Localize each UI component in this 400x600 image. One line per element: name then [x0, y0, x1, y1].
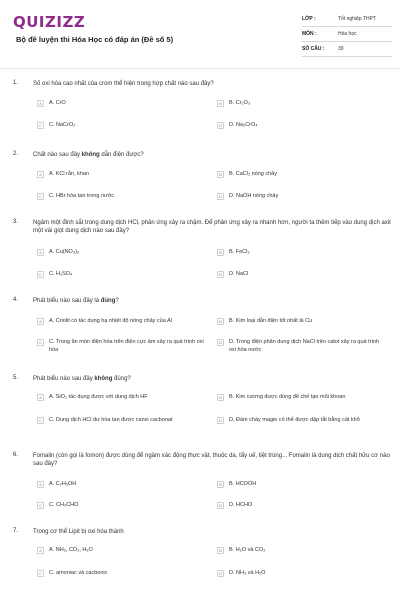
worksheet-meta — [302, 12, 392, 57]
question-text — [33, 375, 391, 383]
meta-value: 39 — [338, 46, 344, 52]
option-letter-box[interactable]: C — [37, 193, 44, 200]
answer-option-b[interactable] — [217, 318, 387, 326]
option-text: A. C₂H₅OH — [49, 481, 77, 487]
answer-option-d[interactable] — [217, 193, 387, 201]
answer-option-a[interactable] — [37, 481, 207, 489]
option-text: C. amoniac và cacbonic — [49, 570, 108, 576]
answer-option-c[interactable] — [37, 193, 207, 201]
question-text-part: Trong cơ thể Lipit bị oxi hóa thành — [33, 529, 124, 535]
option-text: D. Đám cháy magie có thể được dập tắt bằng cát khô — [229, 417, 360, 423]
meta-value: Hóa học — [338, 31, 357, 37]
answer-option-b[interactable] — [217, 547, 387, 555]
question-text-part: Fomalin (còn gọi là fomon) được dùng để ngâm xác động thực vật, thuộc da, tẩy uế, tiệt trùng... Fomalin là dung dịch chất hữu cơ nào sau đây? — [33, 453, 390, 467]
question-number: 4. — [13, 297, 19, 303]
meta-row-class — [302, 12, 392, 27]
meta-label: MÔN : — [302, 31, 317, 37]
answer-option-b[interactable] — [217, 481, 387, 489]
question-text — [33, 528, 391, 536]
answer-option-c[interactable] — [37, 271, 207, 279]
option-letter-box[interactable]: A — [37, 547, 44, 554]
question-text-part: dẫn điện được? — [99, 152, 144, 158]
question-text — [33, 80, 391, 88]
question-text — [33, 151, 391, 159]
option-text: B. FeCl₃ — [229, 249, 250, 255]
meta-label: SỐ CÂU : — [302, 46, 325, 52]
question-emphasis: đúng — [100, 298, 116, 304]
option-letter-box[interactable]: B — [217, 171, 224, 178]
meta-label: LỚP : — [302, 16, 316, 22]
answer-option-c[interactable] — [37, 502, 207, 510]
answer-option-a[interactable] — [37, 249, 207, 257]
option-text: B. CaCl₂ nóng chảy — [229, 171, 277, 177]
option-letter-box[interactable]: B — [217, 481, 224, 488]
worksheet-header — [0, 0, 400, 68]
option-letter-box[interactable]: A — [37, 171, 44, 178]
header-divider — [0, 68, 400, 69]
option-letter-box[interactable]: C — [37, 502, 44, 509]
option-text: B. Kim cương được dùng để chế tạo mũi khoan — [229, 394, 346, 400]
option-text: C. H₂SO₄ — [49, 271, 73, 277]
meta-row-subject — [302, 27, 392, 42]
option-letter-box[interactable]: D — [217, 122, 224, 129]
option-text: D. NH₃ và H₂O — [229, 570, 266, 576]
option-letter-box[interactable]: A — [37, 100, 44, 107]
question-text-part: Số oxi hóa cao nhất của crom thể hiện trong hợp chất nào sau đây? — [33, 81, 214, 87]
option-letter-box[interactable]: B — [217, 547, 224, 554]
option-letter-box[interactable]: D — [217, 417, 224, 424]
option-text: D. Trong điện phân dung dịch NaCl trên catot xảy ra quá trình oxi hóa nước — [229, 339, 380, 353]
answer-option-b[interactable] — [217, 249, 387, 257]
option-text: A. KCl rắn, khan — [49, 171, 90, 177]
option-letter-box[interactable]: C — [37, 570, 44, 577]
question-text — [33, 219, 391, 235]
question-text-part: Chất nào sau đây — [33, 152, 82, 158]
option-text: A. Cu(NO₃)₂ — [49, 249, 80, 255]
question-emphasis: không — [94, 376, 113, 382]
option-text: A. SiO₂ tác dụng được với dung dịch HF — [49, 394, 148, 400]
option-text: C. NaCrO₂ — [49, 122, 76, 128]
answer-option-d[interactable] — [217, 271, 387, 279]
answer-option-b[interactable] — [217, 171, 387, 179]
question-number: 2. — [13, 151, 19, 157]
answer-option-d[interactable] — [217, 122, 387, 130]
answer-option-b[interactable] — [217, 394, 387, 402]
answer-option-a[interactable] — [37, 318, 207, 326]
option-letter-box[interactable]: D — [217, 193, 224, 200]
question-emphasis: không — [81, 152, 100, 158]
question-text-part: Phát biểu nào sau đây là — [33, 298, 101, 304]
option-text: D. NaCl — [229, 271, 249, 277]
option-letter-box[interactable]: B — [217, 249, 224, 256]
option-letter-box[interactable]: A — [37, 318, 44, 325]
answer-option-c[interactable] — [37, 339, 207, 354]
question-text — [33, 452, 391, 468]
option-letter-box[interactable]: C — [37, 271, 44, 278]
answer-option-b[interactable] — [217, 100, 387, 108]
option-letter-box[interactable]: A — [37, 249, 44, 256]
answer-option-a[interactable] — [37, 100, 207, 108]
option-letter-box[interactable]: D — [217, 502, 224, 509]
option-text: D. Na₂CrO₄ — [229, 122, 258, 128]
option-letter-box[interactable]: B — [217, 318, 224, 325]
question-text-part: Phát biểu nào sau đây — [33, 376, 95, 382]
option-text: B. H₂O và CO₂ — [229, 547, 266, 553]
option-text: D. HCHO — [229, 502, 253, 508]
question-number: 5. — [13, 375, 19, 381]
quizizz-logo: QUIZIZZ — [13, 13, 86, 31]
answer-option-d[interactable] — [217, 570, 387, 578]
question-text-part: ? — [115, 298, 119, 304]
option-letter-box[interactable]: B — [217, 394, 224, 401]
answer-option-a[interactable] — [37, 547, 207, 555]
answer-option-c[interactable] — [37, 417, 207, 425]
answer-option-d[interactable] — [217, 339, 387, 354]
option-text: B. Kim loại dẫn điện tốt nhất là Cu — [229, 318, 313, 324]
question-number: 6. — [13, 452, 19, 458]
option-text: A. Criolit có tác dụng hạ nhiệt độ nóng chảy của Al — [49, 318, 172, 324]
question-number: 7. — [13, 528, 19, 534]
option-letter-box[interactable]: C — [37, 339, 44, 346]
question-text-part: Ngâm một đinh sắt trong dung dịch HCl, phản ứng xảy ra chậm. Để phản ứng xảy ra nhanh hơn, người ta thêm tiếp vào dung dịch axit một vài giọt dung dịch nào sau đây? — [33, 220, 391, 234]
option-text: D. NaOH nóng chảy — [229, 193, 279, 199]
question-number: 3. — [13, 219, 19, 225]
option-letter-box[interactable]: A — [37, 394, 44, 401]
page-title: Bộ đề luyện thi Hóa Học có đáp án (Đề số 5) — [16, 35, 174, 44]
option-letter-box[interactable]: B — [217, 100, 224, 107]
question-text — [33, 297, 391, 305]
answer-option-a[interactable] — [37, 394, 207, 402]
answer-option-c[interactable] — [37, 122, 207, 130]
answer-option-d[interactable] — [217, 502, 387, 510]
option-letter-box[interactable]: C — [37, 122, 44, 129]
meta-row-count — [302, 42, 392, 57]
option-text: B. HCOOH — [229, 481, 257, 487]
option-text: C. Trong ăn mòn điện hóa trên điện cực âm xảy ra quá trình oxi hóa — [49, 339, 204, 353]
option-text: A. NH₃, CO₂, H₂O — [49, 547, 93, 553]
meta-value: Tốt nghiệp THPT — [338, 16, 376, 22]
option-text: C. Dung dịch HCl dư hòa tan được canxi cacbonat — [49, 417, 173, 423]
option-letter-box[interactable]: A — [37, 481, 44, 488]
option-text: A. CrO — [49, 100, 66, 106]
question-number: 1. — [13, 80, 19, 86]
answer-option-a[interactable] — [37, 171, 207, 179]
option-letter-box[interactable]: D — [217, 271, 224, 278]
option-letter-box[interactable]: C — [37, 417, 44, 424]
option-text: C. CH₃CHO — [49, 502, 79, 508]
answer-option-c[interactable] — [37, 570, 207, 578]
question-text-part: đúng? — [112, 376, 131, 382]
answer-option-d[interactable] — [217, 417, 387, 425]
option-letter-box[interactable]: D — [217, 570, 224, 577]
option-letter-box[interactable]: D — [217, 339, 224, 346]
option-text: C. HBr hòa tan trong nước — [49, 193, 115, 199]
option-text: B. Cr₂O₃ — [229, 100, 251, 106]
